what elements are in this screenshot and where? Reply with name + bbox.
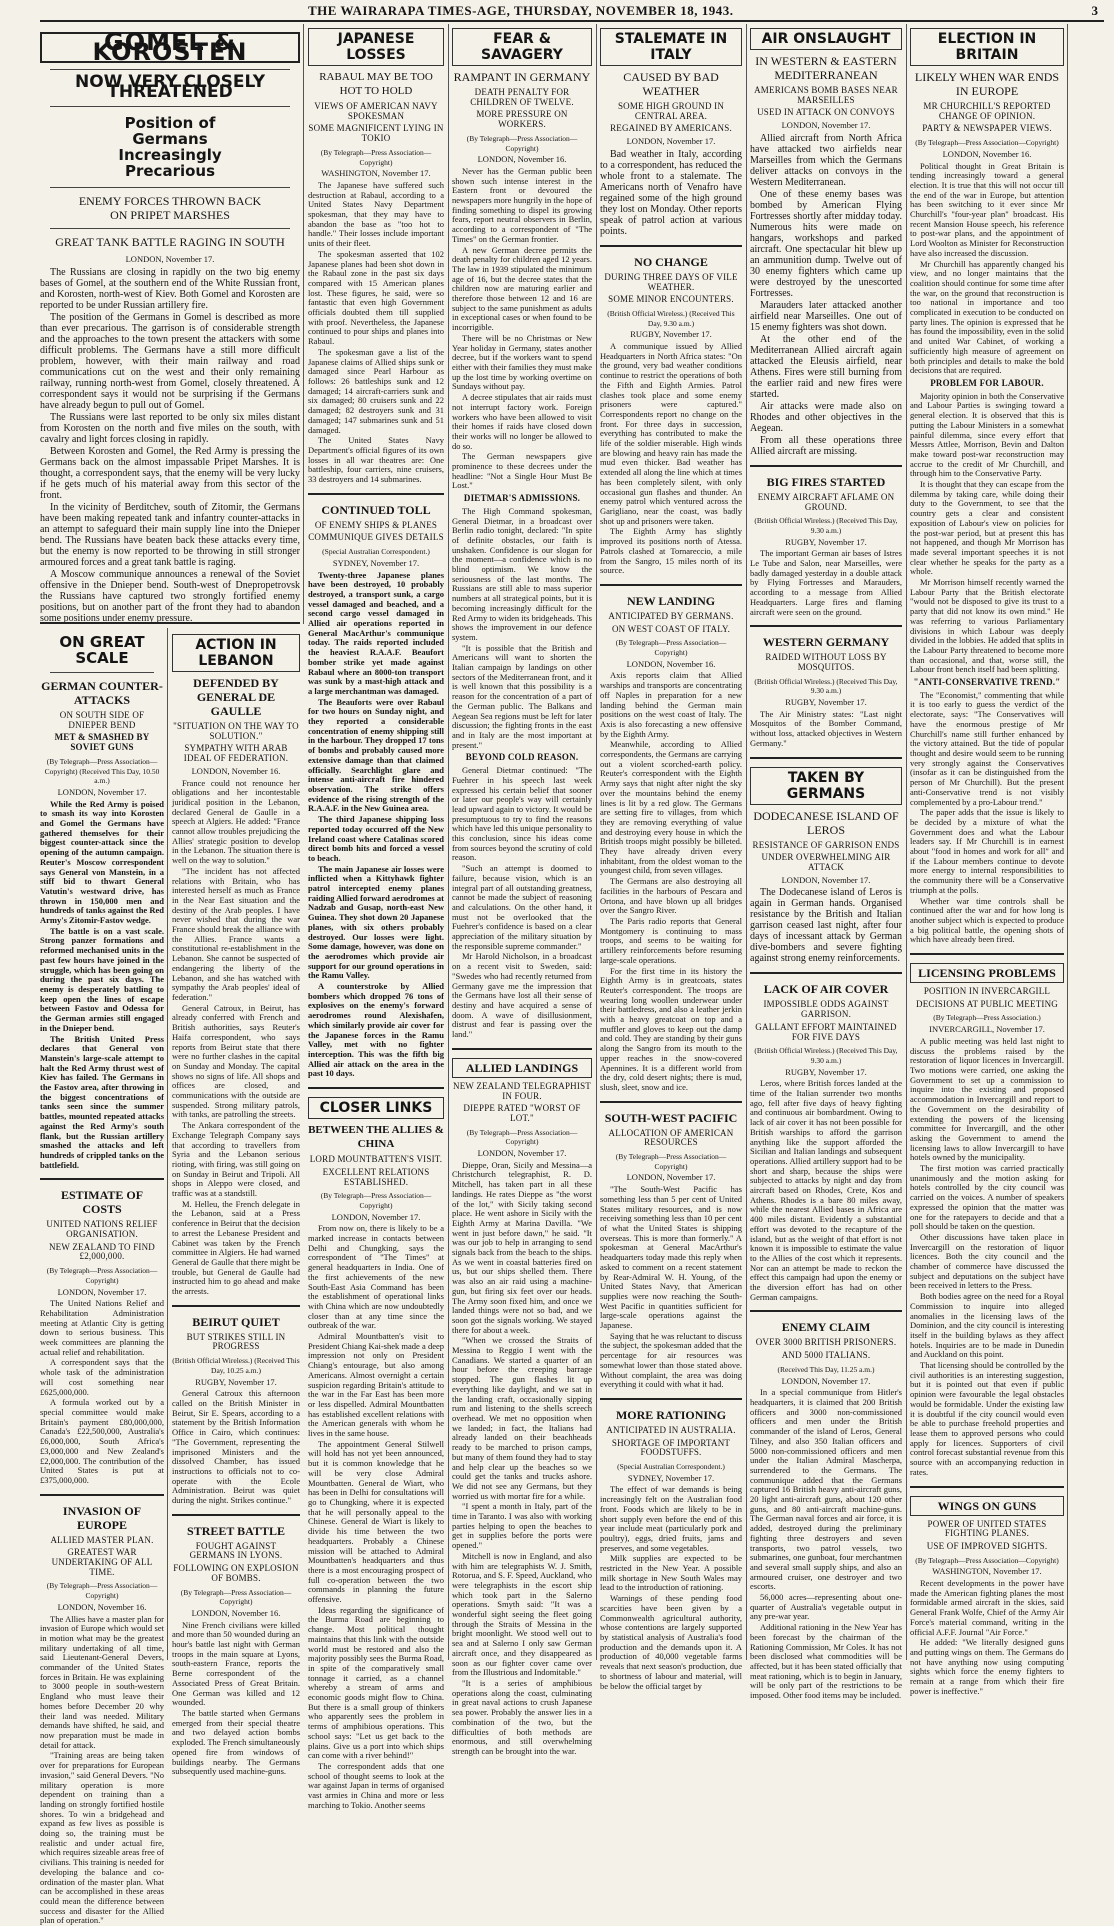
closer-deck3: EXCELLENT RELATIONS ESTABLISHED. — [322, 1166, 430, 1187]
swpacific-headline: SOUTH-WEST PACIFIC — [604, 1110, 738, 1125]
rationing-date: SYDNEY, November 17. — [627, 1472, 715, 1483]
air-deck3: USED IN ATTACK ON CONVOYS — [757, 107, 895, 118]
closer-deck1: BETWEEN THE ALLIES & CHINA — [308, 1124, 444, 1151]
paragraph: The British United Press declares that General von Manstein's large-scale attempt to halt the Red Army thrust west of Kiev has failed. The Germans in the Fastov area, after throwing in the biggest concentrations of tanks seen since the summer battles, mounted repeated attacks against the Red Army's south flank, but the Russian artillery smashed the attacks and left hundreds of crippled tanks on the battlefield. — [40, 1033, 164, 1170]
japanese-column-content — [308, 24, 444, 1810]
nochange-deck2: SOME MINOR ENCOUNTERS. — [608, 294, 734, 305]
enemyclaim-deck1: OVER 3000 BRITISH PRISONERS. — [755, 1337, 897, 1348]
air-headline: AIR ONSLAUGHT — [750, 28, 902, 50]
closer-date: LONDON, November 17. — [331, 1211, 421, 1222]
paragraph: The Air Ministry states: "Last night Mosquitos of the Bomber Command, without loss, attacked objectives in Western Germany." — [750, 708, 902, 748]
paragraph: A new German decree permits the death penalty for children aged 12 years. The law in 1939 stipulated the minimum age of 16, but the decree states that the children now are maturing earlier and therefore those between 12 and 16 are subject to the same punishment as adults in exceptional cases or when found to be incorrigible. — [452, 244, 592, 333]
street-date: LONDON, November 16. — [191, 1607, 281, 1618]
paragraph: Mr Harold Nicholson, in a broadcast on a recent visit to Sweden, said: "Swedes who had recently returned from Germany gave me the impression that the Germans have lost all their sense of destiny and have acquired a sense of doom. A wave of disillusionment, distrust and fear is passing over the land." — [452, 951, 592, 1040]
licensing-credit: (By Telegraph—Press Association.) — [933, 1013, 1041, 1023]
beirut-credit: (British Official Wireless.) (Received This Day, 10.25 a.m.) — [172, 1356, 300, 1375]
gomel-deck2: Position of Germans Increasingly Precarious — [118, 113, 222, 180]
paragraph: The Paris radio reports that General Montgomery is continuing to mass troops, and seems to be waiting for artillery reinforcements before resuming large-scale operations. — [600, 916, 742, 965]
election-deck1: LIKELY WHEN WAR ENDS IN EUROPE — [914, 70, 1060, 98]
toll-deck1: OF ENEMY SHIPS & PLANES — [314, 519, 438, 530]
fear-subhead: DIETMAR'S ADMISSIONS. — [463, 493, 581, 504]
wings-deck1: POWER OF UNITED STATES FIGHTING PLANES. — [927, 1518, 1047, 1539]
greatscale-deck2: ON SOUTH SIDE OF DNIEPER BEND — [59, 710, 145, 730]
japanese-body — [308, 181, 444, 485]
election-deck3: PARTY & NEWSPAPER VIEWS. — [922, 123, 1052, 134]
election-headline: ELECTION IN BRITAIN — [910, 28, 1064, 66]
taken-deck2: RESISTANCE OF GARRISON ENDS — [752, 839, 900, 850]
paragraph: The Beauforts were over Rabaul for two hours on Sunday night, and they reported a considerable concentration of enemy shipping still in the harbour. They dropped 17 tons of bombs and probably caused more extensive damage than that claimed officially. Searchlight glare and intense anti-aircraft fire hindered observation. The strike offers evidence of the rising strength of the R.A.A.F. in the New Guinea area. — [308, 696, 444, 814]
paragraph: The Japanese have suffered such destruction at Rabaul, according to a United States Navy Department spokesman, that they may have to abandon the base as "too hot to handle." Their losses include important units of their fleet. — [308, 179, 444, 249]
paragraph: "Such an attempt is doomed to failure, because vision, which is an integral part of all outstanding greatness, cannot be made the subject of reasoning and calculations. On the other hand, it must not be overlooked that the Fuehrer's confidence is based on a clear appreciation of the military situation by the responsible supreme commander." — [452, 863, 592, 951]
japanese-deck3: SOME MAGNIFICENT LYING IN TOKIO — [308, 123, 444, 144]
aircover-credit: (British Official Wireless.) (Received This Day, 9.30 a.m.) — [754, 1046, 898, 1065]
swpacific-credit: (By Telegraph—Press Association—Copyright) — [615, 1152, 727, 1171]
lebanon-date: LONDON, November 16. — [191, 765, 281, 776]
paragraph: The Russians were last reported to be only six miles distant from Korosten on the north and five miles on the south, with cavalry and light forces closing in rapidly. — [40, 411, 300, 445]
paragraph: The spokesman gave a list of the Japanese claims of Allied ships sunk or damaged since Pearl Harbour as follows: 26 battleships sunk and 12 damaged; 14 aircraft-carriers sunk and six damaged; 80 cruisers sunk and 22 damaged; 82 destroyers sunk and 31 damaged; 147 submarines sunk and 51 damaged. — [308, 346, 444, 435]
wg-date: RUGBY, November 17. — [785, 697, 867, 708]
stalemate-deck1: CAUSED BY BAD WEATHER — [623, 70, 719, 98]
paragraph: The effect of war demands is being increasingly felt on the Australian food front. Foods which are likely to be in short supply even before the end of this year include meat (particularly pork and poultry), eggs, dried fruits, jams and preserves, and some vegetables. — [600, 1484, 742, 1553]
newlanding-credit: (By Telegraph—Press Association—Copyright) — [615, 638, 727, 658]
gomel-date: LONDON, November 17. — [125, 253, 215, 264]
stalemate-headline: STALEMATE IN ITALY — [600, 28, 742, 66]
column-rule — [167, 628, 168, 1660]
paragraph: Leros, where British forces landed at the time of the Italian surrender two months ago, fell after five days of heavy fighting and continuous air bombardment. Owing to lack of air cover it has not been possible for British warships to afford the garrison anything like the support afforded the Sicilian and Italian landings and subsequent operations. Allied artillery support had to be short and sharp, because the ships were subjected to attacks by night and day from aircraft based on Rhodes, Crete, Kos and Athens. Rhodes is a bare 80 miles away, while the nearest Allied bases in Africa are 400 miles distant. Evidently a substantial effort was devoted to the recapture of the island, but as the weight of that effort is not known it is impossible to estimate the value to the Allies of the cost which it represents. Nor can an attempt be made to reckon the effect this campaign had upon the enemy or the diversion effort has had on other German campaigns. — [750, 1078, 902, 1302]
paragraph: Admiral Mountbatten's visit to President Chiang Kai-shek made a deep impression not only on President Chiang's entourage, but also among Americans. Almost overnight a certain suspicion regarding Britain's attitude to the war in the Far East has been more or less dispelled. Admiral Mountbatten has established excellent relations with the American generals with whom he lives in the same house. — [308, 1331, 444, 1439]
paragraph: Warnings of these pending food scarcities have been given by a Commonwealth agricultural authority, whose contentions are largely supported by statistical analysis of Australia's food production and the demands upon it. A production of 40,000 vegetable farms reveals that next season's production, due to shortness of labour and material, will be below the official target by — [600, 1593, 742, 1691]
greatscale-credit: (By Telegraph—Press Association—Copyright) (Received This Day, 10.50 a.m.) — [44, 756, 160, 786]
paragraph: A Moscow communique announces a renewal of the Soviet offensive in the Dnieper bend. South-west of Dnepropetrovsk the Russians have captured two strongly fortified enemy positions, but on another part of the front they had to abandon some positions under enemy pressure. — [40, 568, 300, 624]
paragraph: The correspondent adds that one school of thought seems to look at the war against Japan in terms of organised vast armies in China and more or less marching to Tokio. Another seems — [308, 1760, 444, 1810]
landings-deck1: NEW ZEALAND TELEGRAPHIST IN FOUR. — [453, 1080, 591, 1101]
paragraph: The spokesman asserted that 102 Japanese planes had been shot down in the Rabaul zone in the past six days compared with 15 American planes lost. These figures, he said, were so fantastic that even high Government officials doubted them till supplied with proof. Nevertheless, the Japanese continued to pour ships and planes into Rabaul. — [308, 248, 444, 347]
enemyclaim-headline: ENEMY CLAIM — [781, 1320, 871, 1335]
paragraph: The Eighth Army has slightly improved its positions north of Atessa. Patrols clashed at Tornareccio, a mile from the Sangro, 15 miles north of its source. — [600, 526, 742, 576]
wg-body — [750, 710, 902, 749]
paragraph: The third Japanese shipping loss reported today occurred off the New Ireland coast where Catalinas scored direct bomb hits and forced a vessel to beach. — [308, 814, 444, 863]
wg-credit: (British Official Wireless.) (Received This Day, 9.30 a.m.) — [754, 676, 898, 696]
newlanding-body — [600, 671, 742, 1092]
paragraph: The main Japanese air losses were inflicted when a Kittyhawk fighter patrol intercepted enemy planes raiding Allied forward aerodromes at Nadzab and Gusap, north-east New Guinea. They shot down 20 Japanese planes, with six others probably destroyed. Our losses were light. Some damage, however, was done on the aerodromes which provide air support for our ground operations in the Ramu Valley. — [308, 863, 444, 981]
landings-credit: (By Telegraph—Press Association—Copyright) — [466, 1127, 578, 1147]
invasion-headline: INVASION OF EUROPE — [62, 1503, 142, 1532]
air-deck1: IN WESTERN & EASTERN MEDITERRANEAN — [755, 54, 897, 82]
paragraph: Whether war time controls shall be continued after the war and for how long is another subject which is expected to produce a big political battle, the opening shots of which have already been fired. — [910, 895, 1064, 945]
column-3-content — [452, 24, 592, 1758]
beirut-date: RUGBY, November 17. — [195, 1376, 277, 1387]
paragraph: Nine French civilians were killed and more than 50 wounded during an hour's battle last night with German troops in the main square at Lyons, south-eastern France, reports the Berne correspondent of the Associated Press of Great Britain. One German was killed and 12 wounded. — [172, 1619, 300, 1708]
fear-headline: FEAR & SAVAGERY — [452, 28, 592, 66]
fear-subhead2: BEYOND COLD REASON. — [465, 752, 579, 763]
wg-headline: WESTERN GERMANY — [762, 635, 890, 650]
paragraph: The important German air bases of Istres Le Tube and Salon, near Marseilles, were badly damaged yesterday in a double attack by Flying Fortresses and Marauders, according to a message from Allied Headquarters. Large fires and flaming aircraft were seen on the ground. — [750, 548, 902, 617]
fear-deck3: MORE PRESSURE ON WORKERS. — [476, 109, 568, 130]
taken-deck3: UNDER OVERWHELMING AIR ATTACK — [761, 852, 891, 872]
nochange-headline: NO CHANGE — [634, 254, 708, 269]
costs-date: LONDON, November 17. — [57, 1286, 147, 1297]
wings-deck2: USE OF IMPROVED SIGHTS. — [926, 1540, 1048, 1551]
greatscale-headline: ON GREAT SCALE — [59, 633, 145, 667]
paragraph: Majority opinion in both the Conservative and Labour Parties is swinging toward a general election. It is observed that this is putting the Labour Ministers in a somewhat painful dilemma, since every effort that Messrs Attlee, Morrison, Bevin and Dalton make toward post-war reconstruction may accrue to the credit of Mr Churchill, and through him to the Conservative Party. — [910, 390, 1064, 479]
fear-body3 — [452, 766, 592, 1040]
paragraph: "When we crossed the Straits of Messina to Reggio I went with the Canadians. We started a quarter of an hour before the creeping barrage stopped. The gun flashes lit up everything like daylight, and we sat in the landing craft, occasionally sipping rum and listening to the shells screech overhead. We met no opposition when we landed; in fact, the Italians had already landed on their beachheads ready to be marched to prison camps, but many of them found they had to stay and help clear up the beaches so we could get the tanks and trucks ashore. We did not see any Germans, but they worried us with mortar fire for a while. — [452, 1335, 592, 1501]
landings-headline: ALLIED LANDINGS — [452, 1058, 592, 1078]
closer-deck2: LORD MOUNTBATTEN'S VISIT. — [309, 1154, 443, 1165]
licensing-deck2: DECISIONS AT PUBLIC MEETING — [916, 998, 1058, 1009]
invasion-deck2: GREATEST WAR UNDERTAKING OF ALL TIME. — [51, 1547, 153, 1577]
paragraph: That licensing should be controlled by the civil authorities is an interesting suggestion, but it is pointed out that even if public opinion were favourable the legal obstacles would be formidable. Under the existing law it is doubtful if the city council would even be able to purchase freehold properties and lease them to approved persons who could apply for licences. Supporters of civil control forecast substantial revenue from this source with an accompanying reduction in rates. — [910, 1360, 1064, 1477]
landings-body — [452, 1161, 592, 1757]
street-deck1: FOUGHT AGAINST GERMANS IN LYONS. — [189, 1540, 283, 1561]
paragraph: "Training areas are being taken over for preparations for European invasion," said General Devers. "No military operation is more dependent on training than a landing on strongly fortified hostile shores. To win a bridgehead and expand as few lives as possible is doing so, the training must be realistic and under actual fire, which requires sizeable areas free of civilians. This training is needed for developing the balance and co-ordination of the master plan. What can be accomplished in these areas could mean the difference between success and disaster for the Allied plan of operation." — [40, 1750, 164, 1926]
wings-credit: (By Telegraph—Press Association—Copyright) — [915, 1555, 1059, 1565]
left-lower-col — [40, 630, 164, 1926]
taken-headline: TAKEN BY GERMANS — [750, 767, 902, 805]
rationing-headline: MORE RATIONING — [615, 1407, 727, 1422]
paragraph: Dieppe, Oran, Sicily and Messina—a Christchurch telegraphist, R. D. Mitchell, has taken part in all these landings. He rates Dieppe as "the worst of the lot," with Sicily taking second place. He went ashore in Sicily with the Eighth Army at Marina Davilla. "We went in just before dawn," he said. "It was our job to help in arranging to send signals back from the beach to the ships. As we went in coastal batteries fired on us, but our ships shelled them. There was also an air raid using a machine-gun, but firing six feet over our heads. The Army soon fixed him, and once we landed things were not so bad, and we soon got the signals working. We stayed there for about a week. — [452, 1159, 592, 1335]
column-7 — [910, 24, 1064, 1696]
paragraph: Twenty-three Japanese planes have been destroyed, 10 probably destroyed, a transport sunk, a cargo vessel damaged and beached, and a second cargo vessel damaged in Allied air operations reported in General MacArthur's communique today. The raids reported included the heaviest R.A.A.F. Beaufort bomber strike yet made against Rabaul where an 8000-ton transport was sunk by a mast-high attack and a large merchantman was damaged. — [308, 569, 444, 696]
paragraph: There will be no Christmas or New Year holiday in Germany, states another decree, but if the workers want to spend either with their families they must make up the lost time by working overtime on Sundays without pay. — [452, 332, 592, 392]
nochange-body — [600, 342, 742, 576]
paragraph: It is thought that they can escape from the dilemma by taking care, while doing their duty to the Government, to see that the country gets a clear and consistent exposition of Labour's view on policies for the post-war period, but at present this has not happened, and though Mr Morrison has made several important speeches it is not clear whether he speaks for the party as a whole. — [910, 479, 1064, 577]
fires-date: RUGBY, November 17. — [785, 536, 867, 547]
paragraph: General Catroux, in Beirut, has already conferred with French and British authorities, says Reuter's Haifa correspondent, who says reports from Beirut state that there were no further clashes in the capital on Sunday and Monday. The capital shows no signs of life. All shops and offices are closed, and communications with the outside are suspended. Strong military patrols, with tanks, are patrolling the streets. — [172, 1002, 300, 1120]
street-headline: STREET BATTLE — [187, 1523, 285, 1538]
paragraph: Saying that he was reluctant to discuss the subject, the spokesman added that the percentage for air resources was somewhat lower than those stated above. Without complaint, the area was doing everything it could with what it had. — [600, 1330, 742, 1390]
rationing-credit: (Special Australian Correspondent.) — [617, 1462, 725, 1472]
paragraph: Air attacks were made also on Rhodes and other objectives in the Aegean. — [750, 400, 902, 434]
beirut-headline: BEIRUT QUIET — [192, 1314, 280, 1329]
column-5 — [600, 24, 742, 1691]
paragraph: Bad weather in Italy, according to a correspondent, has reduced the whole front to a stalemate. The Americans north of Venafro have regained some of the high ground they lost on Monday. Other reports speak of patrol action at various points. — [600, 148, 742, 237]
taken-body — [750, 887, 902, 964]
election-date: LONDON, November 16. — [942, 148, 1032, 159]
page-number: 3 — [1091, 3, 1098, 18]
greatscale-deck1: GERMAN COUNTER-ATTACKS — [41, 679, 163, 707]
paragraph: A formula worked out by a special committee would make Britain's payment £80,000,000, Canada's £22,500,000, Australia's £6,000,000, South Africa's £3,000,000 and New Zealand's £2,000,000. The contribution of the United States is put at £375,000,000. — [40, 1397, 164, 1485]
toll-date: SYDNEY, November 17. — [332, 557, 420, 568]
paragraph: Never has the German public been shown such intense interest in the Eastern front or devoured the newspapers more hungrily in the hope of finding something to dispel its growing fears, report neutral observers in Berlin, according to a correspondent of "The Times" on the German frontier. — [452, 165, 592, 244]
rationing-deck1: ANTICIPATED IN AUSTRALIA. — [606, 1424, 736, 1435]
paragraph: Mr Morrison himself recently warned the Labour Party that the British electorate "would not be disposed to give its trust to a party that did not know its own mind." He was referring to various Parliamentary divisions in which Labour was deeply divided in the lobbies. He added that splits in the Labour Party threatened to become more than occasional, and that, worse still, the Labour front bench itself had been splitting. — [910, 577, 1064, 675]
paragraph: The paper adds that the issue is likely to be decided by a mixture of what the Government does and what the Labour leaders say. If Mr Churchill is in earnest about "food in homes and work for all" and if the Labour members continue to devote more energy to internal responsibilities to the community there will be a Conservative triumph at the polls. — [910, 807, 1064, 895]
fires-deck1: ENEMY AIRCRAFT AFLAME ON GROUND. — [757, 491, 895, 512]
column-rule — [906, 24, 907, 1660]
lebanon-deck1: DEFENDED BY GENERAL DE GAULLE — [193, 676, 279, 718]
licensing-date: INVERCARGILL, November 17. — [929, 1024, 1045, 1035]
aircover-body — [750, 1079, 902, 1302]
japanese-headline: JAPANESE LOSSES — [308, 28, 444, 66]
paragraph: In a special communique from Hitler's headquarters, it is claimed that 200 British officers and 3000 non-commissioned officers and men under the British commander of the island of Leros, General Tilney, and also 350 Italian officers and 5000 non-commissioned officers and men under the Italian Admiral Mascherpa, surrendered to the Germans. The communique added that the Germans captured 16 British heavy anti-aircraft guns, 20 light anti-aircraft guns, about 120 other guns, and 80 anti-aircraft machine-guns. The German naval forces and air force, it is added, destroyed during the preliminary fighting three destroyers and seven transports, two patrol vessels, two submarines, one gunboat, four merchantmen and several small supply ships, and also an armoured cruiser, one destroyer and two escorts. — [750, 1387, 902, 1592]
stalemate-body — [600, 149, 742, 237]
licensing-deck1: POSITION IN INVERCARGILL — [923, 986, 1051, 997]
gomel-body — [40, 267, 300, 624]
greatscale-body — [40, 800, 164, 1171]
toll-headline: CONTINUED TOLL — [321, 502, 431, 517]
costs-headline: ESTIMATE OF COSTS — [60, 1188, 144, 1217]
fear-credit: (By Telegraph—Press Association—Copyright) — [466, 133, 578, 153]
election-subhead: PROBLEM FOR LABOUR. — [930, 377, 1044, 388]
masthead — [40, 0, 1104, 22]
swpacific-body — [600, 1185, 742, 1390]
paragraph: General Catroux this afternoon called on the British Minister in Beirut, Sir E. Spears, according to a statement by the British Information Office in Cairo, which continues: "The Government, representing the imprisoned Ministers and the dissolved Chamber, has issued instructions to officials not to co-operate with the Ecole Administration. Beirut was quiet during the night. Strikes continue." — [172, 1388, 300, 1506]
paragraph: The Germans are also destroying all facilities in the harbours of Pescara and Ortona, and have blown up all bridges over the Sangro River. — [600, 876, 742, 916]
paragraph: The position of the Germans in Gomel is described as more than ever precarious. The garrison is of considerable strength and the approaches to the town present the attackers with some difficult problems. The Germans have a still more difficult problem, however, with their main railway and road communications cut on the west and their only remaining railway, running north-west from Gomel, closely threatened. A correspondent says it would not be surprising if the Germans have already begun to pull out of Gomel. — [40, 311, 300, 411]
election-body — [910, 162, 1064, 376]
paragraph: For the first time in its history the Eighth Army is in greatcoats, states Reuter's correspondent. The troops are wearing long woollen underwear under their battledress, and also a leather jerkin with a heavy greatcoat on top and a muffler and gloves to keep out the damp and cold. They are standing by their guns along the Sangro from its mouth to the upper reaches in the snow-covered Apennines. It is a different world from the dry, cold desert nights; there is mud, slush, sleet, snow and ice. — [600, 965, 742, 1092]
aircover-date: RUGBY, November 17. — [785, 1066, 867, 1077]
paragraph: Meanwhile, according to Allied correspondents, the Germans are carrying out a violent scorched-earth policy. Reuter's correspondent with the Eighth Army says that night after night the sky over the mountains behind the enemy lines is lit by a red glow. The Germans are setting fire to villages, from which they are removing everything of value and destroying every house in which the British troops might possibly be billeted. They have already driven every inhabitant, from the oldest woman to the youngest child, from seven villages. — [600, 739, 742, 876]
taken-date: LONDON, November 17. — [781, 874, 871, 885]
stalemate-deck2: SOME HIGH GROUND IN CENTRAL AREA. — [617, 101, 725, 121]
column-rule — [448, 24, 449, 1660]
closer-headline: CLOSER LINKS — [308, 1097, 444, 1119]
gomel-deck1: NOW VERY CLOSELY THREATENED — [74, 72, 265, 103]
election-body3 — [910, 691, 1064, 945]
paragraph: The High Command spokesman, General Dietmar, in a broadcast over Berlin radio tonight, declared: "In spite of definite obstacles, our faith is unshaken. Confidence is our slogan for the moment—a confidence which is no blind optimism. We know the seriousness of the last months. The Russians are still able to mass superior numbers at all strategical points, but it is becoming increasingly difficult for the Red Army to widen its bridgeheads. This shows the improvement in our defence system. — [452, 505, 592, 642]
paragraph: M. Helleu, the French delegate in the Lebanon, said at a Press conference in Beirut that the decision to arrest the Lebanese President and Cabinet was taken by the French committee in Algiers. He had warned General de Gaulle that there might be trouble, but General de Gaulle had instructed him to go ahead and make the arrests. — [172, 1198, 300, 1297]
paragraph: The first motion was carried practically unanimously and the motion asking for hotels controlled by the city council was carried on the voices. A number of speakers expressed the opinion that the matter was one for the ratepayers to decide and that a poll should be taken on the question. — [910, 1163, 1064, 1232]
fear-body — [452, 167, 592, 491]
street-credit: (By Telegraph—Press Association—Copyright) — [180, 1587, 292, 1607]
paragraph: "The South-West Pacific has something less than 5 per cent of United States military resources, and is now receiving something less than 10 per cent of what the United States is shipping overseas. This is more than formerly." A spokesman at General MacArthur's headquarters today made this reply when asked to comment on a recent statement by Rear-Admiral W. H. Young, of the United States Navy, that American supplies were now reaching the South-West Pacific in quantities sufficient for large-scale operations against the Japanese. — [600, 1184, 742, 1331]
fear-body2 — [452, 507, 592, 751]
paragraph: In the vicinity of Berditchev, south of Zitomir, the Germans have been making repeated tank and infantry counter-attacks in an attempt to safeguard their main supply line into the Dnieper bend. The Russians have beaten back these attacks every time, but the enemy is now reported to be throwing in still stronger armoured forces and a great tank battle is raging. — [40, 501, 300, 568]
election-deck2: MR CHURCHILL'S REPORTED CHANGE OF OPINION. — [923, 101, 1051, 121]
paragraph: Additional rationing in the New Year has been forecast by the chairman of the Rationing Commission, Mr Coles. It has not been disclosed what commodities will be affected, but it has been stated officially that meat rationing, which is to begin in January, will be only part of the restrictions to be imposed. Other food items may be included. — [750, 1622, 902, 1701]
greatscale-deck3: MET & SMASHED BY SOVIET GUNS — [54, 732, 150, 753]
paragraph: The appointment General Stilwell will hold has not yet been announced, but it is common knowledge that he will be very close Admiral Mountbatten. General de Wiart, who has been in Delhi for consultations will go to Chungking, where it is expected that he will personally appeal to the Chinese. General de Wiart is likely to divide his time between the two headquarters. Probably a Chinese mission will be attached to Admiral Mountbatten's headquarters and thus there is a most encouraging prospect of full co-operation between the two commands in planning the future offensive. — [308, 1438, 444, 1605]
election-body2 — [910, 392, 1064, 675]
fear-deck1: RAMPANT IN GERMANY — [453, 70, 591, 84]
toll-body — [308, 571, 444, 1080]
rationing-deck2: SHORTAGE OF IMPORTANT FOODSTUFFS. — [611, 1437, 731, 1458]
nochange-date: RUGBY, November 17. — [630, 329, 712, 340]
enemyclaim-date: LONDON, November 17. — [781, 1375, 871, 1386]
licensing-body — [910, 1037, 1064, 1478]
japanese-deck2: VIEWS OF AMERICAN NAVY SPOKESMAN — [314, 101, 438, 121]
swpacific-date: LONDON, November 17. — [626, 1172, 716, 1183]
masthead-title: THE WAIRARAPA TIMES-AGE, THURSDAY, NOVEMBER 18, 1943. — [308, 3, 734, 18]
column-6 — [750, 24, 902, 1701]
paragraph: A counterstroke by Allied bombers which dropped 76 tons of explosives on the enemy's forward aerodromes round Alexishafen, which similarly provide air cover for the Japanese forces in the Ramu Valley, met with no fighter interception. This was the fifth big Allied air attack on the area in the past 10 days. — [308, 981, 444, 1079]
costs-credit: (By Telegraph—Press Association—Copyright) — [46, 1266, 158, 1285]
paragraph: 56,000 acres—representing about one-quarter of Australia's vegetable output in any pre-war year. — [750, 1592, 902, 1622]
newlanding-date: LONDON, November 16. — [626, 658, 716, 669]
paragraph: From now on, there is likely to be a marked increase in contacts between Delhi and Chungking, says the correspondent of "The Times" at general headquarters in India. One of the first achievements of the new South-East Asia Command has been the establishment of operational links with China which are now undoubtedly closer than at any time since the outbreak of the war. — [308, 1223, 444, 1331]
nochange-credit: (British Official Wireless.) (Received This Day, 9.30 a.m.) — [607, 308, 735, 328]
japanese-date: WASHINGTON, November 17. — [321, 168, 431, 179]
lebanon-body — [172, 779, 300, 1297]
paragraph: Mitchell is now in England, and also with him are telegraphists W. J. Smith, Rotorua, and S. F. Speed, Auckland, who were telegraphists in the escort ship which took part in the Salerno operations. Smyth said: "It was a wonderful sight seeing the fleet going through the Straits of Messina in the bright moonlight. We stood well out to sea and at Salerno I only saw German aircraft once, and they disappeared as soon as our fighter cover came over from the Illustrious and Indomitable." — [452, 1550, 592, 1678]
paragraph: Political thought in Great Britain is tending increasingly toward a general election. It is true that this will not occur till the end of the war in Europe, but attention has been switching to it ever since Mr Churchill's "four-year plan" broadcast. His recent Mansion House speech, his reference to post-war plans, and the appointment of Lord Woolton as Minister for Reconstruction have also increased the discussion. — [910, 160, 1064, 258]
paragraph: Mr Churchill has apparently changed his view, and no longer maintains that the coalition should continue for some time after the war, on the ground that reconstruction is too national in importance and too complicated in execution to be conducted on party lines. The opinion is expressed that he has found the impossibility, even in the solid and united War Cabinet, of working a sufficiently high measure of agreement on both principles and details to make the bold decisions that are required. — [910, 258, 1064, 376]
taken-deck1: DODECANESE ISLAND OF LEROS — [753, 808, 899, 837]
paragraph: The United States Navy Department's official figures of its own losses in all war theatres are: One battleship, four carriers, nine cruisers, 33 destroyers and 14 submarines. — [308, 435, 444, 485]
landings-deck2: DIEPPE RATED "WORST OF LOT." — [463, 1103, 581, 1123]
street-body — [172, 1621, 300, 1777]
paragraph: Recent developments in the power have made the American fighting planes the most formidable armed aircraft in the skies, said General Frank Wolfe, Chief of the Army Air Force's material command, writing in the official A.F.F. Journal "Air Force." — [910, 1578, 1064, 1637]
gomel-article — [40, 24, 300, 622]
lebanon-deck2: "SITUATION ON THE WAY TO SOLUTION." — [173, 721, 299, 741]
fires-headline: BIG FIRES STARTED — [766, 474, 886, 489]
paragraph: Both bodies agree on the need for a Royal Commission to inquire into alleged anomalies in the licensing laws of the Dominion, and the city council is interesting itself in the building bylaws as they affect hotels. Inquiries are to be made in Dunedin and Auckland on this point. — [910, 1291, 1064, 1360]
paragraph: The German newspapers give prominence to these decrees under the headline: "Not a Single Hour Must Be Lost." — [452, 451, 592, 491]
paragraph: Milk supplies are expected to be restricted in the New Year. A possible milk shortage in New South Wales may lead to the introduction of rationing. — [600, 1553, 742, 1593]
paragraph: Marauders later attacked another airfield near Marseilles. One out of 15 enemy fighters was shot down. — [750, 299, 902, 333]
paragraph: General Dietmar continued: "The Fuehrer in his speech last week expressed his certain belief that sooner or later our people's way will certainly lead upward again to victory. It would be presumptuous to try to find the reasons which have led this unique personality to this conclusion, since his ideas come from sources beyond the scrutiny of cold reason. — [452, 765, 592, 863]
fear-deck2: DEATH PENALTY FOR CHILDREN OF TWELVE. — [470, 87, 574, 107]
wings-date: WASHINGTON, November 17. — [932, 1566, 1042, 1577]
paragraph: The battle started when Germans emerged from their special theatre and two delayed action bombs exploded. The French simultaneously opened fire from windows of buildings nearby. The Germans subsequently used machine-guns. — [172, 1707, 300, 1777]
paragraph: A decree stipulates that air raids must not interrupt factory work. Foreign workers who have been allowed to visit their homes if raids have closed down their works will no longer be allowed to do so. — [452, 392, 592, 451]
paragraph: The battle is on a vast scale. Strong panzer formations and reformed mechanised units in the past few hours have joined in the struggle, which has been going on during the past six days. The enemy is desperately battling to keep open the lines of escape between Fastov and Odessa for the German armies still engaged in the Dnieper bend. — [40, 925, 164, 1033]
air-date: LONDON, November 17. — [781, 120, 871, 131]
lebanon-deck3: SYMPATHY WITH ARAB IDEAL OF FEDERATION. — [183, 743, 289, 764]
costs-body — [40, 1299, 164, 1485]
wg-deck1: RAIDED WITHOUT LOSS BY MOSQUITOS. — [765, 652, 887, 672]
toll-deck2: COMMUNIQUE GIVES DETAILS — [308, 532, 444, 543]
beirut-deck1: BUT STRIKES STILL IN PROGRESS — [186, 1331, 286, 1352]
closer-credit: (By Telegraph—Press Association—Copyright) — [320, 1191, 432, 1210]
enemyclaim-deck2: AND 5000 ITALIANS. — [781, 1350, 871, 1361]
column-rule — [303, 24, 304, 624]
enemyclaim-body — [750, 1388, 902, 1701]
gomel-deck4: GREAT TANK BATTLE RAGING IN SOUTH — [55, 234, 285, 249]
nochange-deck1: DURING THREE DAYS OF VILE WEATHER. — [604, 271, 738, 292]
japanese-deck1: RABAUL MAY BE TOO HOT TO HOLD — [319, 71, 433, 97]
election-subhead2: "ANTI-CONSERVATIVE TREND." — [913, 677, 1061, 688]
newlanding-deck1: ANTICIPATED BY GERMANS. — [608, 610, 734, 621]
stalemate-deck3: REGAINED BY AMERICANS. — [610, 123, 732, 134]
invasion-credit: (By Telegraph—Press Association—Copyright) — [46, 1581, 158, 1601]
aircover-headline: LACK OF AIR COVER — [763, 982, 889, 997]
paragraph: From all these operations three Allied aircraft are missing. — [750, 434, 902, 457]
paragraph: Ideas regarding the significance of the Burma Road are beginning to change. Most political thought maintains that this link with the outside world must be restored and also the majority possibly sees the Burma Road, in spite of the comparatively small tonnage it carried, as a channel whereby a stream of arms and economic goods might flow to China. But there is a small group of thinkers who apparently sees the problem in terms of amphibious operations. This school says: "Let us get back to the plains. Give us a port into which ships can come with a river behind!" — [308, 1604, 444, 1761]
left-lower-col2 — [172, 630, 300, 1777]
election-credit: (By Telegraph—Press Association—Copyright) — [915, 138, 1059, 148]
paragraph: The "Economist," commenting that while it is too early to guess the verdict of the electorate, says: "The Conservatives will have the enormous prestige of Mr Churchill's name still further enhanced by the victory attained. But the tide of popular thought and desire would seem to be running very strongly against the Conservatives (insofar as it can be distinguished from the person of Mr Churchill). But the present anti-Conservative trend is not visibly complemented by a pro-Labour trend." — [910, 689, 1064, 807]
paragraph: The Ankara correspondent of the Exchange Telegraph Company says that according to travellers from Syria and the Lebanon serious rioting, with firing, was still going on on Sunday in Beirut and Tripoli. All shops in Aleppo were closed, and traffic was at a standstill. — [172, 1120, 300, 1199]
paragraph: While the Red Army is poised to smash its way into Korosten and Gomel the Germans have gathered themselves for their biggest counter-attack since the opening of the autumn campaign. Reuter's Moscow correspondent says General von Manstein, in a stiff bid to thwart General Vatutin's westward drive, has thrown in 150,000 men and hundreds of tanks against the Red Army's Zitomir-Fastov wedge. — [40, 798, 164, 926]
air-body — [750, 133, 902, 457]
newlanding-deck2: ON WEST COAST OF ITALY. — [611, 623, 731, 634]
gomel-deck3: ENEMY FORCES THROWN BACK ON PRIPET MARSHES — [78, 193, 262, 222]
invasion-deck1: ALLIED MASTER PLAN. — [50, 1534, 154, 1545]
aircover-deck2: GALLANT EFFORT MAINTAINED FOR FIVE DAYS — [755, 1021, 897, 1042]
paragraph: The United Nations Relief and Rehabilitation Administration meeting at Atlantic City is getting down to serious business. This week committees are planning the actual relief and rehabilitation. — [40, 1298, 164, 1357]
paragraph: "The incident has not affected relations with Britain, who has interested herself as much as France in the Near East situation and the destiny of the Arab peoples. I have never wished that during the war France should break the alliance with the Allies. France wants a constitutional re-establishment in the Lebanon. She cannot be suspected of endangering the liberty of the Lebanon, and she has watched with sympathy the Arab peoples' ideal of federation." — [172, 865, 300, 1002]
paragraph: A correspondent says that the whole task of the administration will cost something near £625,000,000. — [40, 1357, 164, 1397]
paragraph: "I spent a month in Italy, part of the time in Taranto. I was also with working parties helping to open the beaches to get in supplies before the ports were opened." — [452, 1501, 592, 1551]
japanese-credit: (By Telegraph—Press Association—Copyright) — [320, 147, 432, 167]
paragraph: Other discussions have taken place in Invercargill on the restoration of liquor licences. Both the city council and the chamber of commerce have discussed the subject and deputations on the subject have been received in letters to the Press. — [910, 1231, 1064, 1291]
swpacific-deck1: ALLOCATION OF AMERICAN RESOURCES — [608, 1127, 734, 1148]
paragraph: "It is possible that the British and Americans will want to shorten the Italian campaign by landings on other sectors of the Mediterranean front, and it is well known that this possibility is a reason for the concentration of a part of the German public. The Balkans and Aegean Sea regions must be left for later discussion; the fighting fronts in the east and in Italy are the most important at present." — [452, 642, 592, 750]
paragraph: The Russians are closing in rapidly on the two big enemy bases of Gomel, at the southern end of the White Russian front, and Korosten, north-west of Kiev. Both Gomel and Korosten are reported to be under Russian artillery fire. — [40, 266, 300, 311]
toll-credit: (Special Australian Correspondent.) — [322, 547, 430, 557]
beirut-body — [172, 1389, 300, 1505]
air-deck2: AMERICANS BOMB BASES NEAR MARSEILLES — [754, 85, 898, 105]
newlanding-headline: NEW LANDING — [626, 593, 716, 608]
paragraph: A public meeting was held last night to discuss the problems raised by the restoration of liquor licences in Invercargill. Two motions were carried, one asking the Government to set up a commission to inquire into the existing and proposed accommodation in Invercargill and report to the Government on the desirability of extending the powers of the licensing committee for Invercargill, and the other asking the Government to amend the licensing laws to allow Invercargill to have hotels owned by the municipality. — [910, 1035, 1064, 1163]
gomel-headline: GOMEL & KOROSTEN — [40, 32, 300, 63]
paragraph: He added: "We literally designed guns and putting wings on them. The Germans do not have anything now using computing sights which force the enemy fighters to remain at a range from which their fire power is ineffective." — [910, 1637, 1064, 1696]
paragraph: Axis reports claim that Allied warships and transports are concentrating off Naples in preparation for a new landing behind the German main positions on the west coast of Italy. The Axis is also forecasting a new offensive by the Eighth Army. — [600, 670, 742, 739]
costs-deck2: NEW ZEALAND TO FIND £2,000,000. — [48, 1241, 156, 1262]
paragraph: Allied aircraft from North Africa have attacked two airfields near Marseilles from which the Germans deliver attacks on convoys in the Western Mediterranean. — [750, 132, 902, 188]
column-rule — [596, 24, 597, 1660]
invasion-date: LONDON, November 16. — [57, 1601, 147, 1612]
rationing-body — [600, 1485, 742, 1691]
paragraph: Between Korosten and Gomel, the Red Army is pressing the Germans back on the almost impassable Pripet Marshes. It is thought, a correspondent says, that the enemy will be very lucky if he gets much of his material away from this sector of the front. — [40, 445, 300, 501]
licensing-headline: LICENSING PROBLEMS — [910, 963, 1064, 983]
paragraph: One of these enemy bases was bombed by American Flying Fortresses shortly after midday today. Numerous hits were made on hangars, workshops and parked aircraft. One spectacular hit blew up an ammunition dump. Twelve out of 30 enemy fighters which came up were destroyed by the unescorted Fortresses. — [750, 188, 902, 299]
fear-date: LONDON, November 16. — [477, 154, 567, 165]
aircover-deck1: IMPOSSIBLE ODDS AGAINST GARRISON. — [763, 999, 889, 1020]
lebanon-headline: ACTION IN LEBANON — [172, 634, 300, 672]
paragraph: At the other end of the Mediterranean Allied aircraft again attacked the Eleusis airfield, near Athens. Fires were still burning from the earlier raid and new fires were started. — [750, 333, 902, 400]
fires-credit: (British Official Wireless.) (Received This Day, 9.30 a.m.) — [754, 516, 898, 535]
paragraph: "It is a series of amphibious operations along the coast, culminating in great naval actions to crush Japanese sea power. Probably the answer lies in a combination of the two, but the difficulties of both methods are enormous, and still overwhelming strength can be brought into the war. — [452, 1677, 592, 1756]
column-rule — [746, 24, 747, 1660]
street-deck2: FOLLOWING ON EXPLOSION OF BOMBS. — [173, 1563, 299, 1583]
closer-body — [308, 1224, 444, 1810]
stalemate-date: LONDON, November 17. — [626, 136, 716, 147]
wings-body — [910, 1579, 1064, 1696]
landings-date: LONDON, November 17. — [477, 1148, 567, 1159]
paragraph: A communique issued by Allied Headquarters in North Africa states: "On the ground, very bad weather conditions continue to restrict the operations of both the Fifth and Eighth Armies. Patrol clashes took place and some enemy prisoners were captured." Correspondents report no change on the front. For three days in succession, everything has contributed to make the life of the soldier miserable. High winds are blowing and heavy rain has made the mud even thicker. Bad weather has extended all along the line which at times has been completely silent, with only occasional gun flashes and thunder. An enemy patrol which ventured across the Garigliano, near the coast, was badly shot up and prisoners were taken. — [600, 341, 742, 526]
paragraph: The Dodecanese island of Leros is again in German hands. Organised resistance by the British and Italian garrison ceased last night, after four days of incessant attack by German dive-bombers and severe fighting against strong enemy reinforcements. — [750, 887, 902, 965]
column-rule — [1067, 24, 1068, 1660]
costs-deck1: UNITED NATIONS RELIEF ORGANISATION. — [46, 1219, 158, 1240]
enemyclaim-credit: (Received This Day, 11.25 a.m.) — [777, 1364, 875, 1374]
fires-body — [750, 549, 902, 617]
paragraph: France could not renounce her obligations and her incontestable juridical position in the Lebanon, declared General de Gaulle in a speech at Algiers. He added: "France cannot allow troubles prejudicing the Allies' strategic position to develop in the Lebanon. The situation there is well on the way to solution." — [172, 777, 300, 866]
wings-headline: WINGS ON GUNS — [910, 1496, 1064, 1516]
invasion-body — [40, 1615, 164, 1926]
greatscale-date: LONDON, November 17. — [57, 786, 147, 797]
paragraph: The Allies have a master plan for invasion of Europe which would set in motion what may be the greatest military undertaking of all time, said Lieutenant-General Devers, commander of the United States forces in Britain. He was explaining to 3000 people in south-western England who must leave their homes before December 20 why their land was needed. Military demands have shifted, he said, and now preparation must be made in detail for attack. — [40, 1613, 164, 1750]
